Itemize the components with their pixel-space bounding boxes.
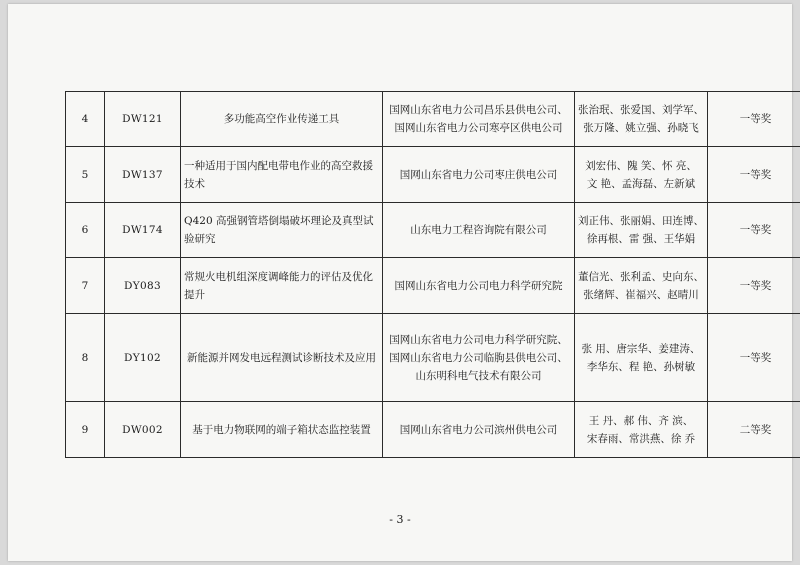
contributors-line: 王 丹、郝 伟、齐 滨、 (588, 414, 694, 427)
organization-line: 国网山东省电力公司寒亭区供电公司 (394, 122, 563, 134)
award-level-cell: 一等奖 (708, 203, 800, 258)
organization-line: 国网山东省电力公司电力科学研究院 (394, 279, 563, 292)
project-title: 常规火电机组深度调峰能力的评估及优化提升 (184, 270, 373, 301)
project-code-cell: DW137 (105, 147, 181, 203)
project-title: 基于电力物联网的端子箱状态监控装置 (192, 423, 371, 436)
contributors-line: 徐再根、雷 强、王华娟 (586, 233, 696, 245)
organization-line: 山东明科电气技术有限公司 (415, 369, 542, 382)
organization-line: 国网山东省电力公司滨州供电公司 (399, 423, 558, 436)
award-level-cell: 一等奖 (708, 258, 800, 314)
project-code-cell: DY102 (105, 314, 181, 402)
project-code-cell: DW121 (105, 92, 181, 147)
project-title-cell (181, 314, 383, 402)
award-level-cell: 二等奖 (708, 402, 800, 458)
contributors-line: 刘宏伟、隗 笑、怀 亮、 (585, 159, 697, 172)
organization-cell (383, 147, 575, 203)
organization-cell (383, 203, 575, 258)
row-number-cell: 9 (66, 402, 105, 458)
row-number-cell: 5 (66, 147, 105, 203)
row-number-cell: 4 (66, 92, 105, 147)
project-title-cell (181, 147, 383, 203)
table-row (66, 92, 800, 147)
award-level-cell: 一等奖 (708, 314, 800, 402)
contributors-line: 李华东、程 艳、孙树敏 (586, 360, 696, 373)
project-code-cell: DW174 (105, 203, 181, 258)
project-title-cell (181, 402, 383, 458)
project-code-cell: DY083 (105, 258, 181, 314)
row-number-cell: 7 (66, 258, 105, 314)
document-page (8, 4, 792, 561)
table-row (66, 203, 800, 258)
contributors-cell (575, 314, 708, 402)
award-level-cell: 一等奖 (708, 147, 800, 203)
organization-line: 国网山东省电力公司电力科学研究院、 (389, 333, 568, 346)
contributors-line: 张治珉、张爱国、刘学军、 (578, 104, 704, 116)
organization-line: 国网山东省电力公司昌乐县供电公司、 (389, 104, 568, 116)
organization-cell (383, 314, 575, 402)
organization-line: 国网山东省电力公司枣庄供电公司 (399, 168, 558, 181)
project-title: 一种适用于国内配电带电作业的高空救援技术 (184, 159, 373, 190)
page-number: - 3 - (389, 513, 411, 526)
project-title: Q420 高强钢管塔倒塌破坏理论及真型试验研究 (184, 215, 374, 245)
row-number-cell: 6 (66, 203, 105, 258)
awards-table (65, 91, 800, 458)
project-title: 多功能高空作业传递工具 (223, 113, 340, 125)
awards-table-body (66, 92, 800, 458)
project-title-cell (181, 258, 383, 314)
contributors-cell (575, 402, 708, 458)
contributors-cell (575, 258, 708, 314)
contributors-line: 张万隆、姚立强、孙晓飞 (583, 122, 699, 134)
contributors-line: 刘正伟、张丽娟、田连博、 (578, 215, 704, 227)
table-row (66, 402, 800, 458)
table-row (66, 314, 800, 402)
award-level-cell: 一等奖 (708, 92, 800, 147)
contributors-line: 张绪辉、崔福兴、赵晴川 (583, 288, 699, 301)
organization-cell (383, 258, 575, 314)
organization-line: 山东电力工程咨询院有限公司 (410, 224, 547, 236)
contributors-cell (575, 92, 708, 147)
organization-line: 国网山东省电力公司临朐县供电公司、 (389, 351, 568, 364)
contributors-line: 张 用、唐宗华、姜建涛、 (581, 342, 701, 355)
project-title: 新能源并网发电远程测试诊断技术及应用 (187, 351, 376, 364)
project-code-cell: DW002 (105, 402, 181, 458)
row-number-cell: 8 (66, 314, 105, 402)
project-title-cell (181, 92, 383, 147)
organization-cell (383, 402, 575, 458)
contributors-line: 文 艳、孟海磊、左新斌 (586, 177, 696, 190)
contributors-line: 宋春雨、常洪燕、徐 乔 (586, 432, 696, 445)
organization-cell (383, 92, 575, 147)
contributors-line: 董信光、张利孟、史向东、 (578, 270, 704, 283)
project-title-cell (181, 203, 383, 258)
contributors-cell (575, 147, 708, 203)
table-row (66, 147, 800, 203)
table-row (66, 258, 800, 314)
contributors-cell (575, 203, 708, 258)
